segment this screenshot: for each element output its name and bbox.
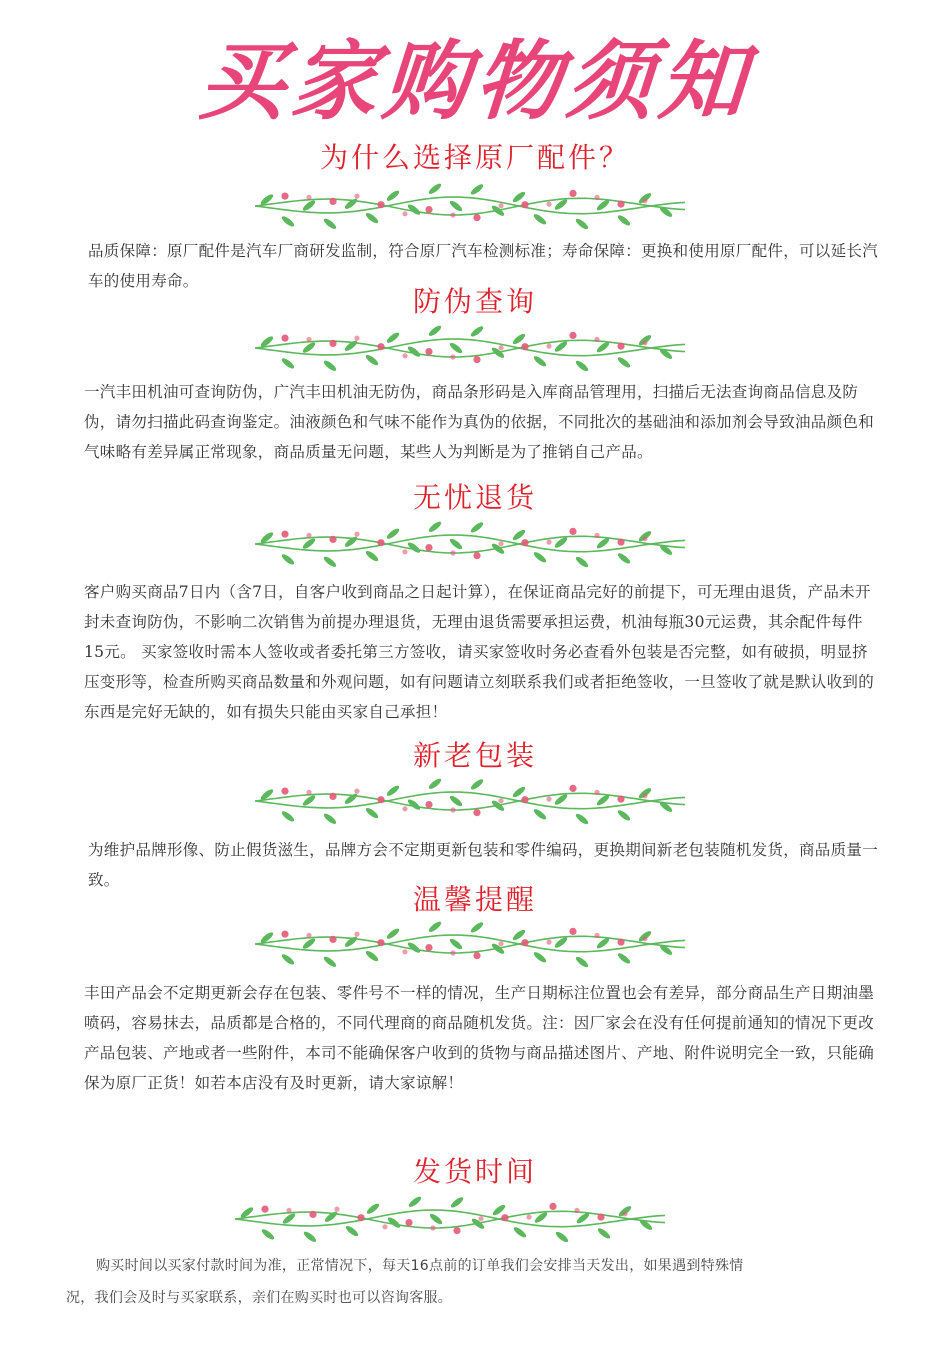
section-heading-reminder: 温馨提醒 — [412, 883, 537, 916]
vine-leaf — [469, 921, 484, 935]
vine-bud — [281, 193, 288, 200]
vine-bud — [642, 340, 647, 345]
vine-bud — [402, 806, 407, 811]
vine-leaf — [616, 552, 631, 566]
vine-divider — [235, 1193, 665, 1243]
vine-bud — [286, 1208, 291, 1213]
vine-bud — [521, 939, 528, 946]
vine-bud — [450, 950, 455, 955]
vine-bud — [549, 1203, 556, 1210]
vine-bud — [546, 797, 551, 802]
vine-leaf — [427, 920, 442, 934]
vine-bud — [574, 1208, 579, 1213]
vine-divider — [255, 775, 685, 825]
vine-divider — [255, 322, 685, 372]
section-heading-anti-counterfeit: 防伪查询 — [412, 285, 537, 318]
vine-leaf — [595, 536, 610, 550]
vine-bud — [405, 1219, 412, 1226]
vine-bud — [306, 790, 311, 795]
vine-leaf — [574, 555, 589, 568]
vine-leaf — [532, 807, 547, 821]
vine-bud — [521, 796, 528, 803]
vine-bud — [642, 536, 647, 541]
section-heading-shipping: 发货时间 — [412, 1155, 537, 1188]
vine-bud — [594, 195, 599, 200]
vine-bud — [498, 798, 503, 803]
vine-bud — [594, 790, 599, 795]
vine-bud — [498, 345, 503, 350]
vine-bud — [473, 356, 480, 363]
vine-leaf — [574, 955, 589, 968]
vine-bud — [478, 1216, 483, 1221]
vine-leaf — [322, 955, 337, 968]
vine-bud — [402, 211, 407, 216]
vine-bud — [622, 1211, 627, 1216]
vine-bud — [526, 1215, 531, 1220]
vine-bud — [450, 807, 455, 812]
vine-bud — [354, 532, 359, 537]
vine-bud — [354, 932, 359, 937]
vine-bud — [329, 198, 336, 205]
vine-leaf — [596, 1227, 611, 1241]
vine-leaf — [428, 1212, 443, 1226]
vine-bud — [334, 1207, 339, 1212]
vine-leaf — [322, 217, 337, 230]
vine-bud — [642, 793, 647, 798]
vine-leaf — [574, 359, 589, 372]
vine-leaf — [469, 778, 484, 792]
vine-leaf — [448, 537, 463, 551]
vine-bud — [569, 190, 576, 197]
vine-bud — [521, 539, 528, 546]
vine-leaf — [427, 324, 442, 338]
vine-leaf — [448, 341, 463, 355]
vine-bud — [329, 340, 336, 347]
vine-bud — [473, 809, 480, 816]
page-title: 买家购物须知 — [195, 32, 755, 132]
vine-leaf — [595, 793, 610, 807]
vine-leaf — [280, 553, 295, 567]
vine-bud — [521, 343, 528, 350]
vine-leaf — [323, 1210, 338, 1224]
vine-bud — [402, 353, 407, 358]
vine-leaf — [616, 809, 631, 823]
vine-bud — [377, 343, 384, 350]
vine-leaf — [364, 353, 379, 367]
vine-leaf — [385, 189, 400, 203]
vine-leaf — [658, 347, 673, 361]
vine-leaf — [280, 357, 295, 371]
vine-leaf — [427, 182, 442, 196]
vine-bud — [617, 343, 624, 350]
vine-leaf — [616, 356, 631, 370]
section-heading-returns: 无忧退货 — [412, 481, 537, 514]
vine-bud — [521, 201, 528, 208]
vine-bud — [402, 949, 407, 954]
vine-leaf — [532, 354, 547, 368]
vine-bud — [329, 536, 336, 543]
vine-bud — [617, 201, 624, 208]
vine-leaf — [260, 1228, 275, 1242]
vine-bud — [425, 544, 432, 551]
vine-bud — [377, 539, 384, 546]
vine-bud — [377, 939, 384, 946]
vine-bud — [546, 540, 551, 545]
vine-bud — [473, 214, 480, 221]
vine-leaf — [554, 1230, 569, 1243]
vine-leaf — [658, 205, 673, 219]
vine-leaf — [322, 555, 337, 568]
vine-bud — [425, 206, 432, 213]
vine-bud — [281, 788, 288, 795]
vine-leaf — [407, 1195, 422, 1209]
vine-leaf — [364, 806, 379, 820]
vine-bud — [453, 1227, 460, 1234]
vine-leaf — [385, 784, 400, 798]
vine-bud — [473, 952, 480, 959]
vine-bud — [594, 933, 599, 938]
vine-bud — [569, 528, 576, 535]
vine-leaf — [448, 794, 463, 808]
vine-leaf — [595, 936, 610, 950]
vine-leaf — [385, 927, 400, 941]
vine-bud — [382, 1224, 387, 1229]
vine-leaf — [575, 1211, 590, 1225]
vine-divider — [255, 918, 685, 968]
vine-bud — [354, 789, 359, 794]
vine-divider — [255, 180, 685, 230]
vine-leaf — [469, 183, 484, 197]
vine-leaf — [343, 535, 358, 549]
vine-leaf — [427, 777, 442, 791]
vine-leaf — [364, 549, 379, 563]
vine-bud — [617, 796, 624, 803]
vine-leaf — [385, 331, 400, 345]
section-body-returns: 客户购买商品7日内（含7日，自客户收到商品之日起计算），在保证商品完好的前提下，可无理由退货，产品未开封未查询防伪，不影响二次销售为前提办理退货，无理由退货需要承担运费，机油每瓶30元运费，其余配件每件15元。 买家签收时需本人签收或者委托第三方签收，请买家签收时务必查看外包装是否完整，如有破损，明显挤压变形等，检查所购买商品数量和外观问题，如有问题请立刻联系我们或者拒绝签收，一旦签收了就是默认收到的东西是完好无缺的，如有损失只能由买家自己承担！ — [84, 583, 875, 721]
section-body-why-original: 品质保障：原厂配件是汽车厂商研发监制，符合原厂汽车检测标准；寿命保障：更换和使用原厂配件，可以延长汽车的使用寿命。 — [88, 242, 879, 290]
section-body-shipping-line1: 购买时间以买家付款时间为准，正常情况下，每天16点前的订单我们会安排当天发出，如果遇到特殊情 — [96, 1258, 744, 1274]
section-body-shipping-line2: 况，我们会及时与买家联系，亲们在购买时也可以咨询客服。 — [66, 1290, 453, 1306]
section-body-reminder: 丰田产品会不定期更新会存在包装、零件号不一样的情况，生产日期标注位置也会有差异，部分商品生产日期油墨喷码，容易抹去，品质都是合格的，不同代理商的商品随机发货。注：因厂家会在没有任何提前通知的情况下更改产品包装、产地或者一些附件，本司不能确保客户收到的货物与商品描述图片、产地、附件说明完全一致，只能确保为原厂正货！如若本店没有及时更新，请大家谅解！ — [84, 984, 875, 1092]
vine-leaf — [365, 1202, 380, 1216]
vine-bud — [430, 1225, 435, 1230]
vine-bud — [306, 337, 311, 342]
vine-leaf — [427, 520, 442, 534]
vine-bud — [498, 941, 503, 946]
vine-bud — [329, 936, 336, 943]
vine-leaf — [616, 952, 631, 966]
vine-leaf — [638, 1218, 653, 1232]
vine-bud — [473, 552, 480, 559]
vine-leaf — [364, 949, 379, 963]
vine-bud — [569, 785, 576, 792]
vine-leaf — [322, 359, 337, 372]
vine-leaf — [280, 953, 295, 967]
vine-leaf — [449, 1196, 464, 1210]
vine-bud — [546, 202, 551, 207]
vine-leaf — [280, 215, 295, 229]
vine-leaf — [322, 812, 337, 825]
vine-leaf — [343, 792, 358, 806]
vine-bud — [357, 1214, 364, 1221]
section-heading-why-original: 为什么选择原厂配件？ — [319, 141, 630, 174]
vine-leaf — [343, 197, 358, 211]
vine-leaf — [512, 1225, 527, 1239]
vine-divider — [255, 518, 685, 568]
vine-leaf — [364, 211, 379, 225]
vine-bud — [281, 335, 288, 342]
vine-leaf — [302, 1230, 317, 1243]
vine-bud — [546, 344, 551, 349]
vine-leaf — [658, 943, 673, 957]
vine-bud — [306, 195, 311, 200]
vine-bud — [425, 801, 432, 808]
vine-bud — [498, 541, 503, 546]
vine-leaf — [385, 527, 400, 541]
vine-bud — [642, 198, 647, 203]
vine-bud — [617, 939, 624, 946]
vine-leaf — [343, 339, 358, 353]
vine-bud — [261, 1206, 268, 1213]
vine-bud — [425, 944, 432, 951]
vine-bud — [498, 203, 503, 208]
vine-bud — [501, 1214, 508, 1221]
vine-bud — [546, 940, 551, 945]
vine-leaf — [616, 214, 631, 228]
vine-bud — [309, 1211, 316, 1218]
vine-bud — [597, 1214, 604, 1221]
section-heading-packaging: 新老包装 — [412, 739, 537, 772]
vine-leaf — [595, 198, 610, 212]
vine-bud — [354, 336, 359, 341]
vine-leaf — [574, 217, 589, 230]
vine-bud — [617, 539, 624, 546]
vine-bud — [377, 201, 384, 208]
vine-bud — [642, 936, 647, 941]
vine-bud — [329, 793, 336, 800]
section-body-anti-counterfeit: 一汽丰田机油可查询防伪，广汽丰田机油无防伪，商品条形码是入库商品管理用，扫描后无法查询商品信息及防伪，请勿扫描此码查询鉴定。油液颜色和气味不能作为真伪的依据，不同批次的基础油和添加剂会导致油品颜色和气味略有差异属正常现象，商品质量无问题，某些人为判断是为了推销自己产品。 — [84, 383, 875, 461]
vine-leaf — [469, 325, 484, 339]
vine-leaf — [658, 543, 673, 557]
vine-bud — [425, 348, 432, 355]
vine-bud — [354, 194, 359, 199]
vine-leaf — [532, 212, 547, 226]
vine-bud — [377, 796, 384, 803]
vine-leaf — [448, 937, 463, 951]
vine-leaf — [469, 521, 484, 535]
vine-leaf — [532, 550, 547, 564]
vine-leaf — [574, 812, 589, 825]
vine-bud — [569, 332, 576, 339]
section-body-packaging: 为维护品牌形像、防止假货滋生，品牌方会不定期更新包装和零件编码，更换期间新老包装随机发货，商品质量一致。 — [88, 841, 879, 889]
vine-bud — [402, 549, 407, 554]
vine-bud — [594, 533, 599, 538]
vine-bud — [281, 531, 288, 538]
vine-bud — [450, 550, 455, 555]
vine-bud — [306, 933, 311, 938]
vine-leaf — [658, 800, 673, 814]
vine-leaf — [448, 199, 463, 213]
vine-bud — [450, 354, 455, 359]
vine-leaf — [344, 1224, 359, 1238]
vine-leaf — [343, 935, 358, 949]
vine-leaf — [532, 950, 547, 964]
vine-bud — [281, 931, 288, 938]
vine-bud — [594, 337, 599, 342]
vine-leaf — [280, 810, 295, 824]
vine-bud — [450, 212, 455, 217]
vine-bud — [569, 928, 576, 935]
vine-leaf — [595, 340, 610, 354]
vine-bud — [306, 533, 311, 538]
